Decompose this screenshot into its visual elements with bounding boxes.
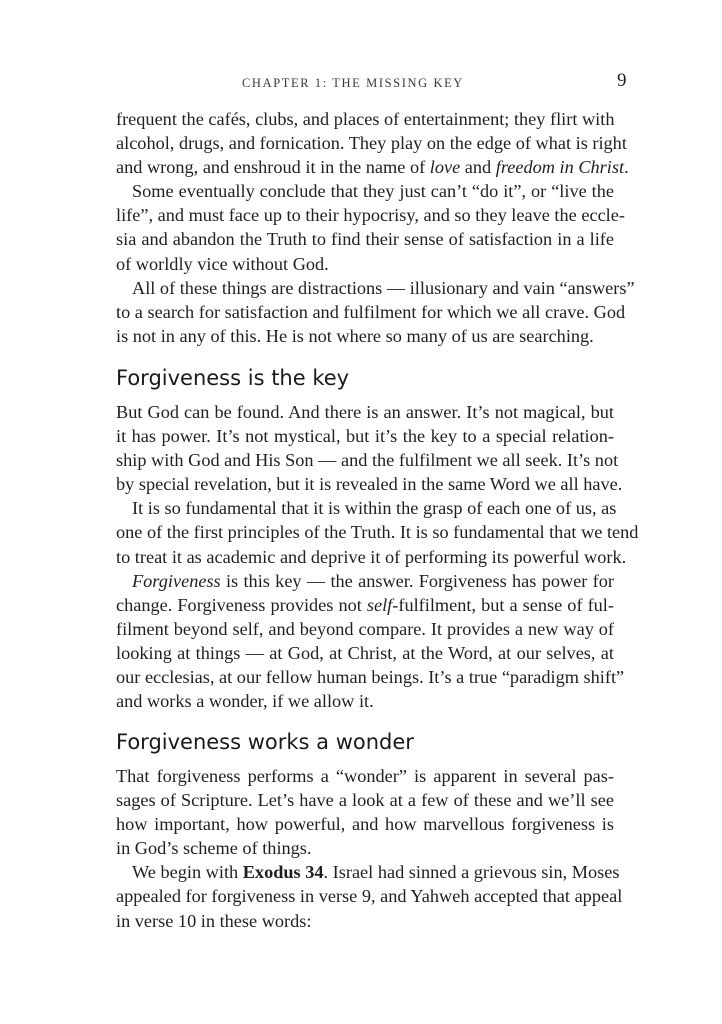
text-line: looking at things — at God, at Christ, at the Word, at our selves, at (116, 642, 614, 663)
text-line: is not in any of this. He is not where so many of us are searching. (116, 325, 594, 346)
chapter-title: CHAPTER 1: THE MISSING KEY (242, 76, 464, 90)
page-number: 9 (617, 70, 627, 91)
section-forgiveness-wonder (116, 764, 623, 933)
text-line: of worldly vice without God. (116, 253, 329, 274)
text-line: Some eventually conclude that they just can’t “do it”, or “live the (132, 181, 614, 202)
text-line: in God’s scheme of things. (116, 838, 312, 859)
section-heading: Forgiveness works a wonder (116, 730, 414, 754)
opening-paragraphs (116, 107, 635, 348)
text-line: our ecclesias, at our fellow human beings. It’s a true “paradigm shift” (116, 667, 625, 688)
text-line: to a search for satisfaction and fulfilment for which we all crave. God (116, 301, 626, 322)
section-heading: Forgiveness is the key (116, 366, 350, 390)
text-line: alcohol, drugs, and fornication. They play on the edge of what is right (116, 133, 627, 154)
text-line: change. Forgiveness provides not self-fulfilment, but a sense of ful- (116, 594, 614, 615)
section-forgiveness-key (116, 400, 639, 713)
text-line: it has power. It’s not mystical, but it’s the key to a special relation- (116, 426, 614, 447)
text-line: how important, how powerful, and how marvellous forgiveness is (116, 814, 614, 835)
text-line: and works a wonder, if we allow it. (116, 691, 374, 712)
text-line: We begin with Exodus 34. Israel had sinned a grievous sin, Moses (132, 862, 620, 883)
text-line: All of these things are distractions — illusionary and vain “answers” (132, 277, 635, 298)
text-line: and wrong, and enshroud it in the name of love and freedom in Christ. (116, 157, 629, 178)
text-line: sages of Scripture. Let’s have a look at a few of these and we’ll see (116, 790, 614, 811)
scripture-reference: Exodus 34 (242, 862, 324, 883)
emphasis: love (429, 157, 461, 178)
text-line: But God can be found. And there is an answer. It’s not magical, but (116, 402, 614, 422)
text-line: frequent the cafés, clubs, and places of entertainment; they flirt with (116, 109, 615, 129)
text-line: one of the first principles of the Truth. It is so fundamental that we tend (116, 522, 639, 543)
text-line: to treat it as academic and deprive it of performing its powerful work. (116, 546, 627, 567)
text-line: by special revelation, but it is revealed in the same Word we all have. (116, 474, 623, 495)
text-line: sia and abandon the Truth to find their sense of satisfaction in a life (116, 229, 614, 250)
emphasis: Forgiveness (132, 570, 221, 591)
text-line: Forgiveness is this key — the answer. Forgiveness has power for (132, 570, 614, 591)
emphasis: freedom in Christ (495, 157, 625, 178)
text-line: It is so fundamental that it is within the grasp of each one of us, as (132, 498, 617, 519)
text-line: appealed for forgiveness in verse 9, and Yahweh accepted that appeal (116, 886, 623, 907)
text-line: filment beyond self, and beyond compare. It provides a new way of (116, 618, 614, 639)
emphasis: self (366, 594, 393, 615)
text-line: life”, and must face up to their hypocrisy, and so they leave the eccle- (116, 205, 625, 226)
text-line: ship with God and His Son — and the fulfilment we all seek. It’s not (116, 450, 619, 471)
text-line: in verse 10 in these words: (116, 910, 312, 931)
text-line: That forgiveness performs a “wonder” is apparent in several pas- (116, 766, 614, 786)
